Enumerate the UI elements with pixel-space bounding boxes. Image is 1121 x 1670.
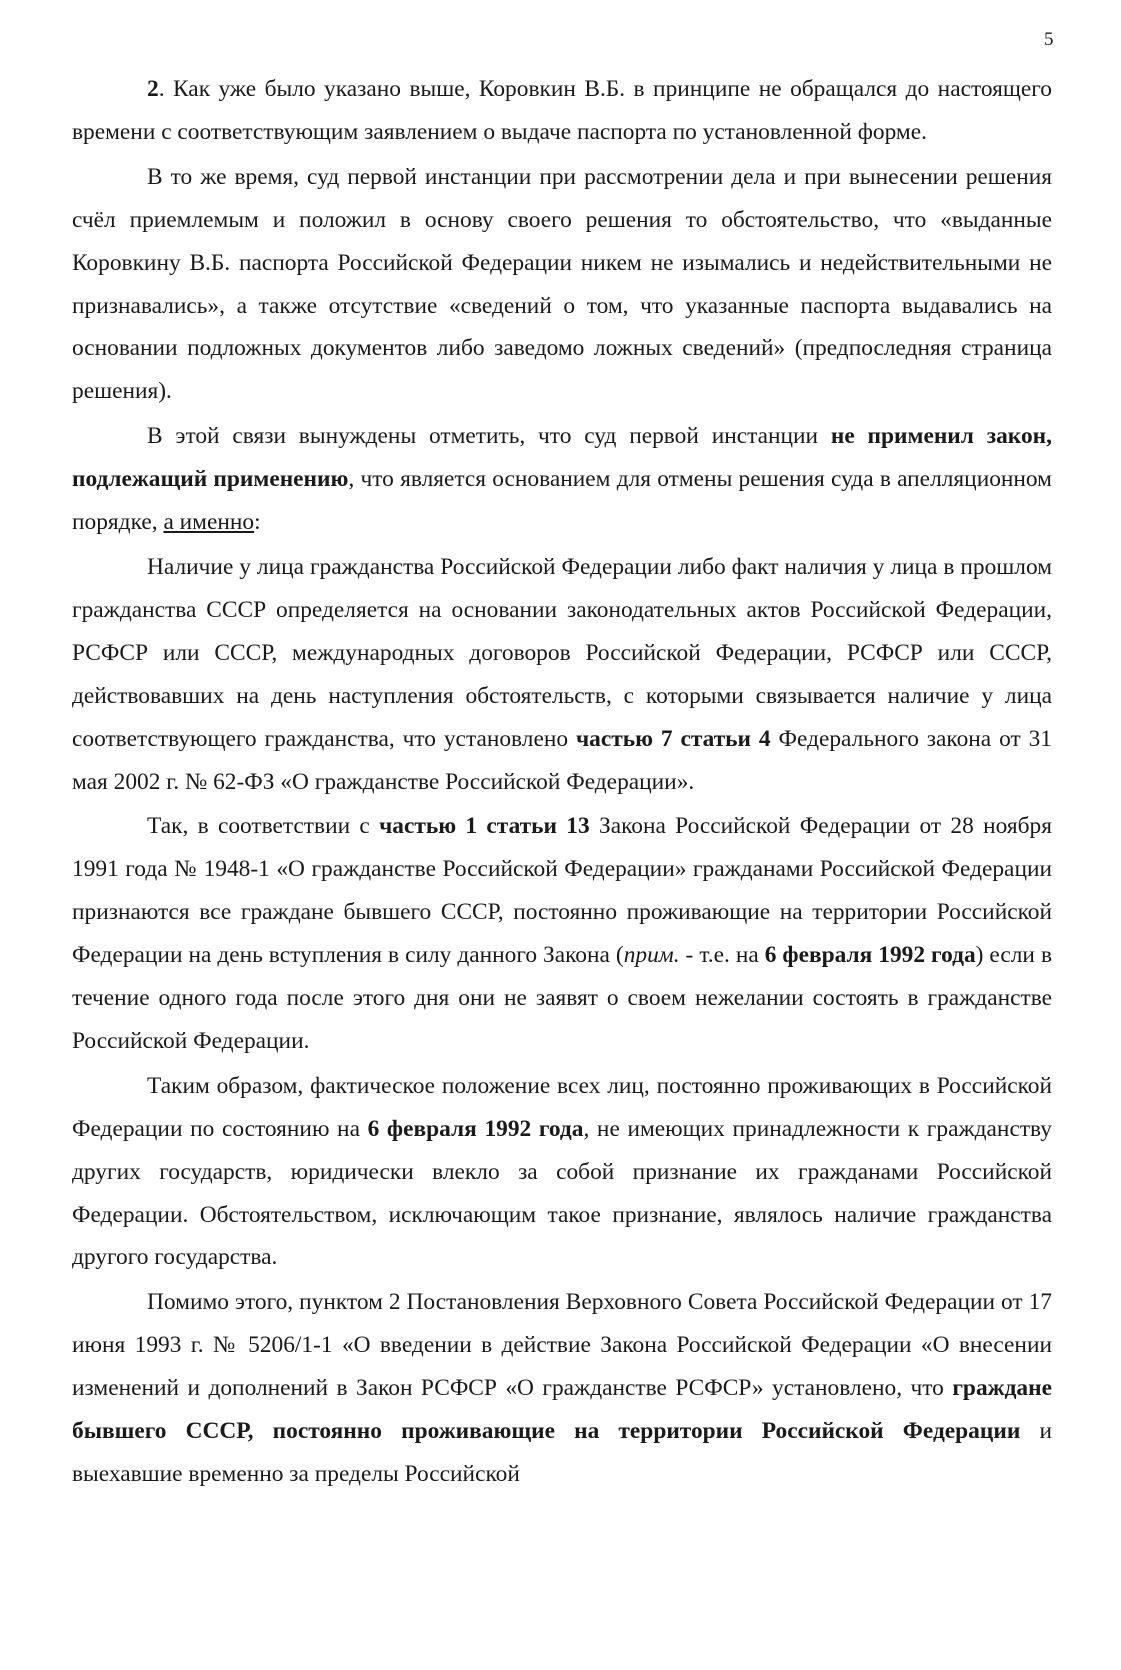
text-run: Наличие у лица гражданства Российской Федерации либо факт наличия у лица в прошлом гражданства СССР определяется на основании законодательных актов Российской Федерации, РСФСР или СССР, международных договоров Российской Федерации, РСФСР или СССР, действовавших на день наступления обстоятельств, с которыми связывается наличие у лица соответствующего гражданства, что установлено <box>72 553 1052 752</box>
bold-emphasis: 6 февраля 1992 года <box>764 942 976 969</box>
underlined-text: а именно <box>163 509 255 536</box>
text-run: В то же время, суд первой инстанции при рассмотрении дела и при вынесении решения счёл приемлемым и положил в основу своего решения то обстоятельство, что «выданные Коровкину В.Б. паспорта Российской Федерации никем не изымались и недействительными не признавались», а также отсутствие «сведений о том, что указанные паспорта выдавались на основании подложных документов либо заведомо ложных сведений» (предпоследняя страница решения). <box>72 163 1052 405</box>
text-run: . Как уже было указано выше, Коровкин В.Б. в принципе не обращался до настоящего времени с соответствующим заявлением о выдаче паспорта по установленной форме. <box>72 76 1052 145</box>
item-number: 2 <box>147 76 159 102</box>
bold-emphasis: не применил закон, подлежащий применению <box>72 423 1052 493</box>
text-run: В этой связи вынуждены отметить, что суд первой инстанции <box>147 423 831 450</box>
text-run: : <box>254 509 261 536</box>
paragraph-1 <box>72 68 1052 154</box>
text-run: Таким образом, фактическое положение всех лиц, постоянно проживающих в Российской Федерации по состоянию на <box>72 1072 1052 1142</box>
paragraph-5 <box>72 805 1052 1062</box>
text-run: Закона Российской Федерации от 28 ноября 1991 года № 1948-1 «О гражданстве Российской Федерации» гражданами Российской Федерации признаются все граждане бывшего СССР, постоянно проживающие на территории Российской Федерации на день вступления в силу данного Закона ( <box>72 813 1052 969</box>
page-number: 5 <box>1044 29 1054 50</box>
text-run: Помимо этого, пунктом 2 Постановления Верховного Совета Российской Федерации от 17 июня 1993 г. № 5206/1-1 «О введении в действие Закона Российской Федерации «О внесении изменений и дополнений в Закон РСФСР «О гражданстве РСФСР» установлено, что <box>72 1289 1052 1402</box>
bold-emphasis: частью 7 статьи 4 <box>575 725 771 752</box>
bold-emphasis: граждане бывшего СССР, постоянно проживающие на территории Российской Федерации <box>72 1375 1052 1445</box>
text-run: - т.е. на <box>679 942 765 969</box>
text-run: и выехавшие временно за пределы Российской <box>72 1418 1052 1487</box>
text-run: Так, в соответствии с <box>147 813 380 840</box>
paragraph-7 <box>72 1281 1052 1496</box>
bold-emphasis: частью 1 статьи 13 <box>379 813 590 840</box>
italic-text: прим. <box>623 942 680 969</box>
text-run: Федерального закона от 31 мая 2002 г. № 62-ФЗ «О гражданстве Российской Федерации». <box>72 725 1052 795</box>
text-run: ) если в течение одного года после этого дня они не заявят о своем нежелании состоять в гражданстве Российской Федерации. <box>72 942 1052 1054</box>
text-run: , что является основанием для отмены решения суда в апелляционном порядке, <box>72 466 1052 536</box>
paragraph-3 <box>72 415 1052 544</box>
text-run: , не имеющих принадлежности к гражданству других государств, юридически влекло за собой признание их гражданами Российской Федерации. Обстоятельством, исключающим такое признание, являлось наличие гражданства другого государства. <box>72 1115 1052 1271</box>
document-body <box>72 68 1052 1496</box>
bold-emphasis: 6 февраля 1992 года <box>367 1115 584 1142</box>
paragraph-2 <box>72 156 1052 413</box>
paragraph-4 <box>72 546 1052 803</box>
paragraph-6 <box>72 1065 1052 1280</box>
